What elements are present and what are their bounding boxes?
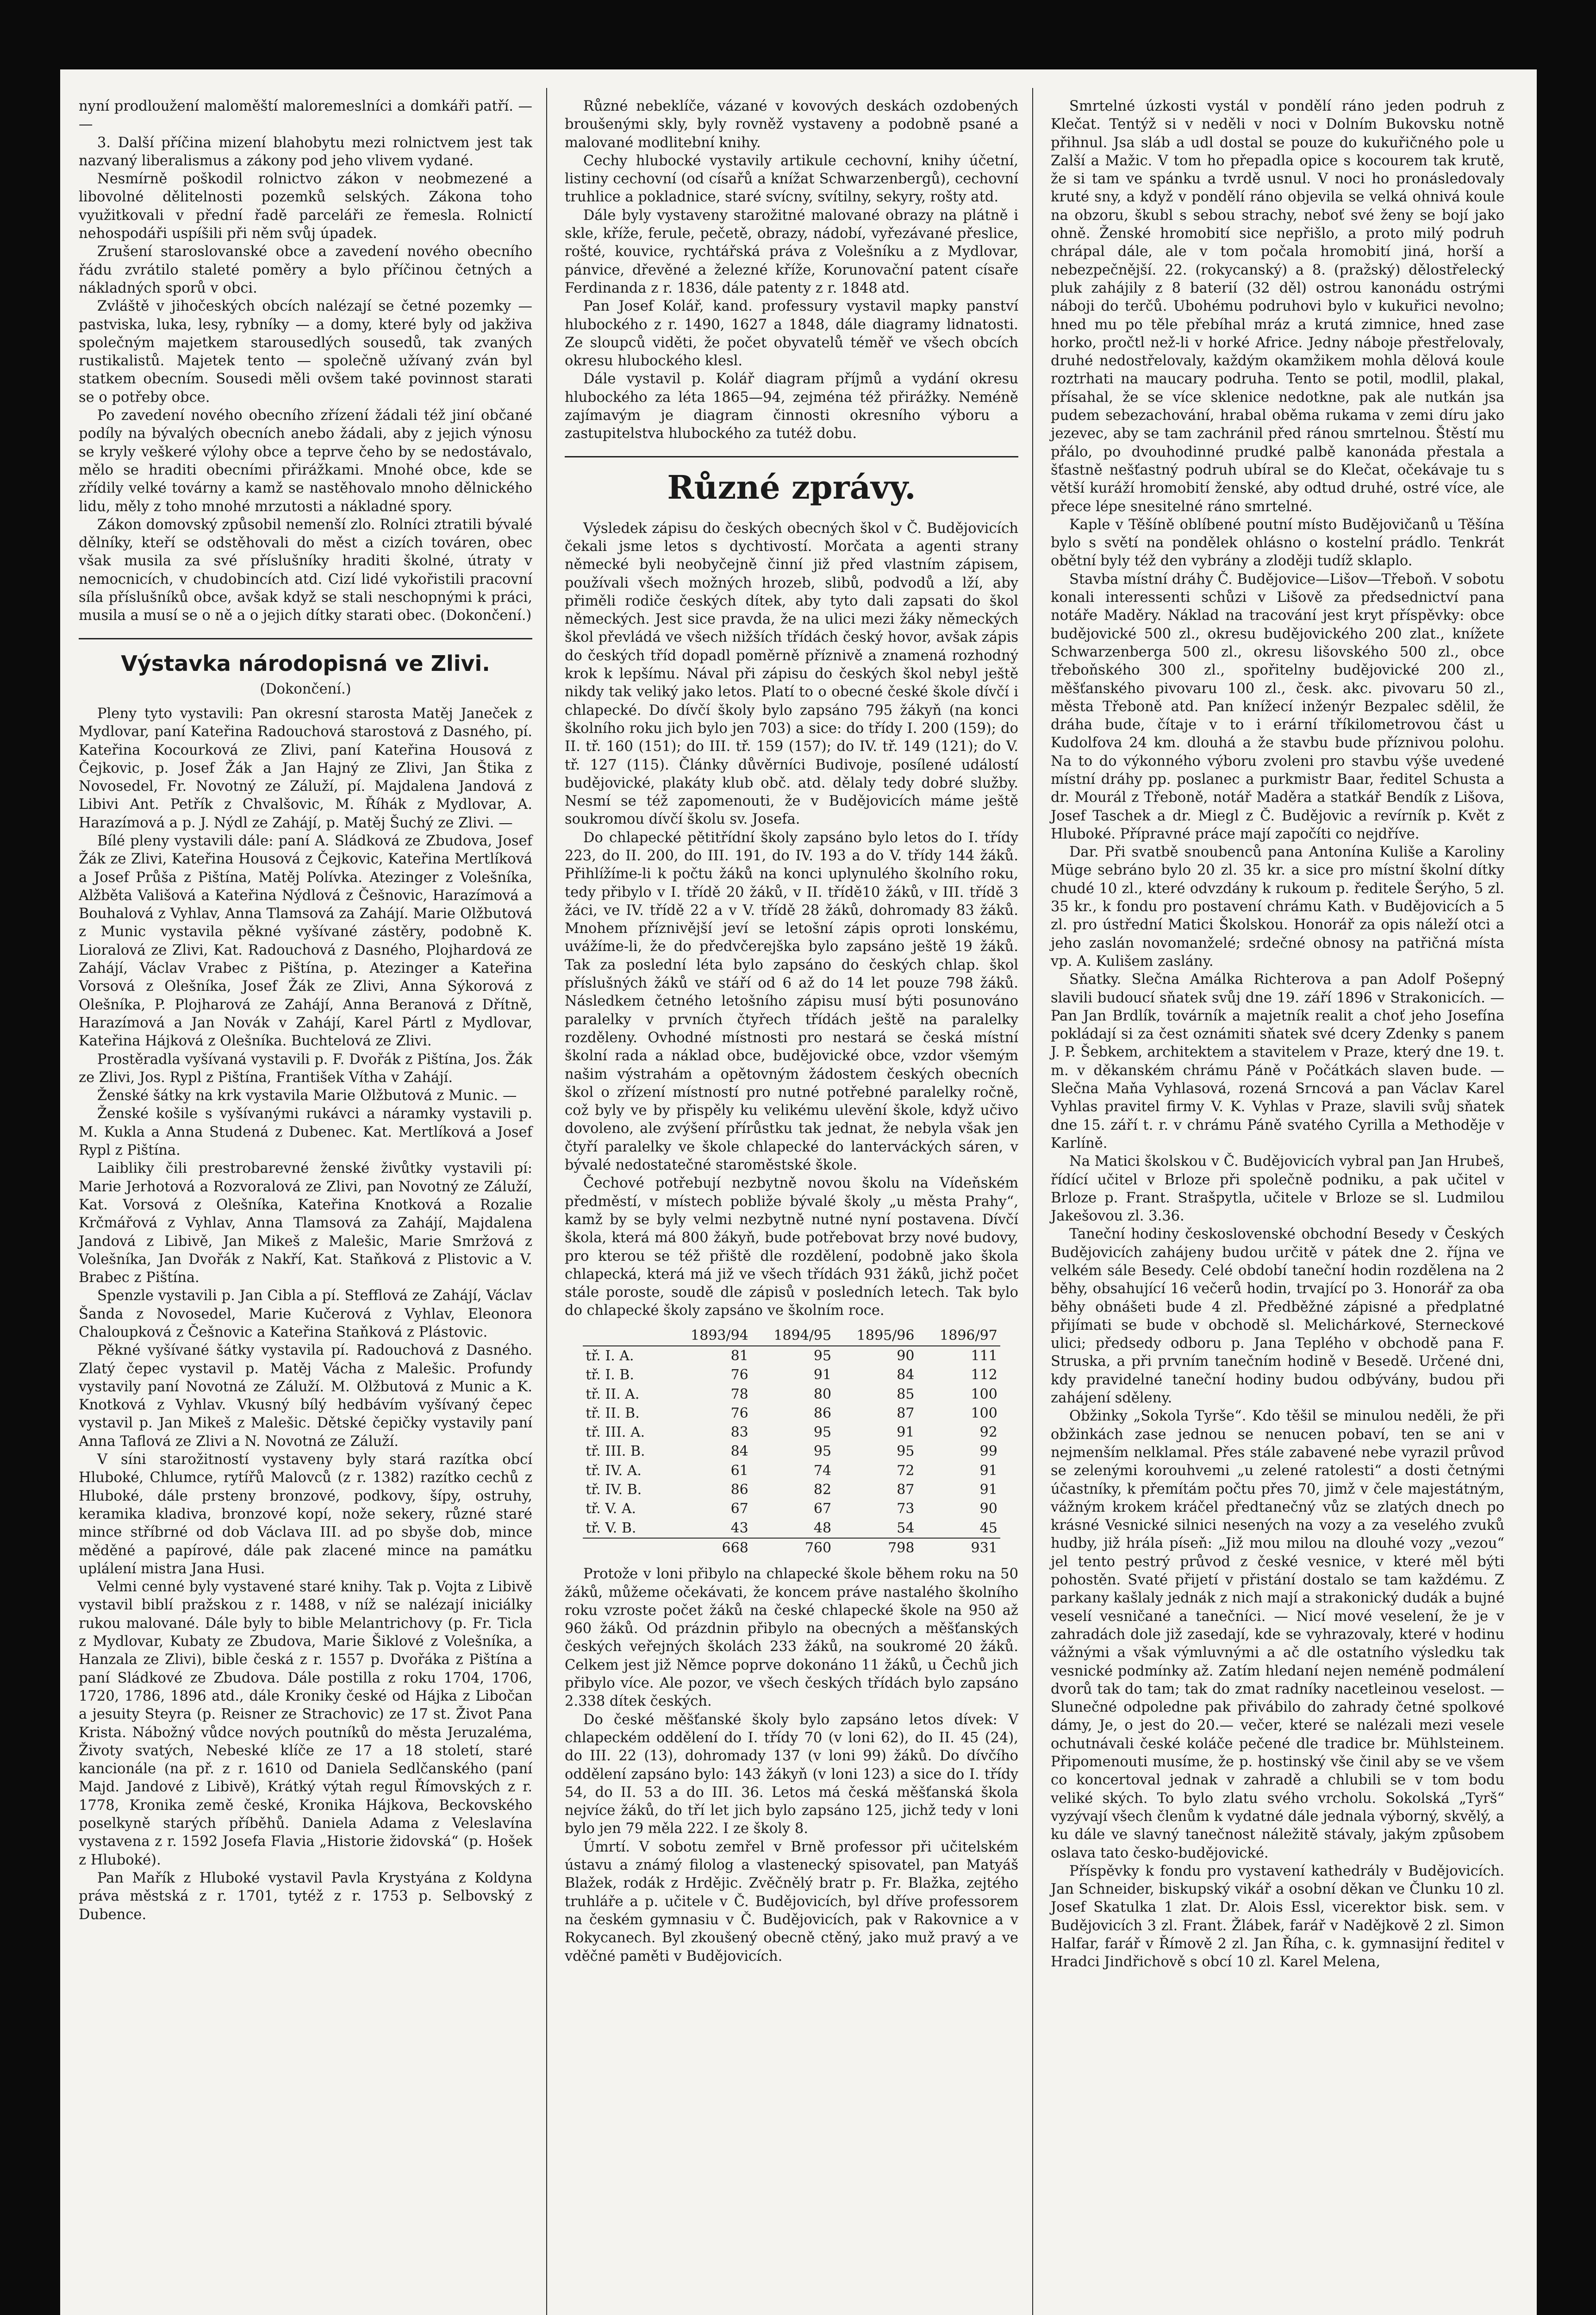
paragraph: Po zavedení nového obecního zřízení žádali též jiní občané podíly na bývalých obecních anebo žádali, aby z jejich výnosu se kryly veškeré výlohy obce a teprve čeho by se nedostávalo, mělo se hraditi obecními přirážkami. Mnohé obce, kde se zřídily velké továrny a kamž se nastěhovalo mnoho dělnického lidu, měly z toho mnohé mrzutosti a nákladné spory.	[79, 407, 532, 515]
table-cell: 91	[897, 1424, 915, 1441]
table-cell: 67	[730, 1501, 748, 1517]
table-cell: 61	[730, 1462, 748, 1479]
paragraph: Do české měšťanské školy bylo zapsáno letos dívek: V chlapeckém oddělení do I. třídy 70 (v loni 62), do II. 45 (24), do III. 22 (13), dohromady 137 (v loni 99) žáků. Do dívčího oddělení zapsáno bylo: 143 žákyň (v loni 123) a sice do I. třídy 54, do II. 53 a do III. 36. Letos má česká měšťanská škola nejvíce žáků, do tří let jich bylo zapsáno 125, jichž tedy v loni bylo jen 79 měla 222. I ze školy 8.	[565, 1711, 1018, 1837]
table-row	[583, 1461, 1000, 1480]
paragraph: Příspěvky k fondu pro vystavení kathedrály v Budějovicích. Jan Schneider, biskupský vikář a osobní děkan ve Člunku 10 zl. Josef Skatulka 1 zlat. Dr. Alois Essl, vicerektor bisk. sem. v Budějovicích 3 zl. Frant. Žlábek, farář v Nadějkově 2 zl. Simon Halfar, farář v Římově 2 zl. Jan Říha, c. k. gymnasijní ředitel v Hradci Jindřichově s obcí 10 zl. Karel Melena,	[1051, 1863, 1504, 1971]
table-cell: 67	[813, 1501, 832, 1517]
column-rule	[1032, 88, 1033, 2315]
table-header-cell: 1896/97	[917, 1326, 1000, 1346]
table-cell: 80	[813, 1386, 832, 1402]
paragraph: Pan Mařík z Hluboké vystavil Pavla Krystyána z Koldyna práva městská z r. 1701, tytéž z r. 1753 p. Selbovský z Dubence.	[79, 1870, 532, 1923]
paragraph: Čechové potřebují nezbytně novou školu na Vídeňském předměstí, v místech pobliže bývalé školy „u města Prahy“, kamž by se byly velmi nezbytně nutné nyní postavena. Dívčí škola, která má 800 žákyň, bude potřebovat brzy nové budovy, pro kterou se též přiště dle rozdělení, podobně jako škola chlapecká, která má již ve všech třídách 931 žáků, jichž počet stále poroste, soudě dle zápisů v posledních letech. Tak bylo do chlapecké školy zapsáno ve školním roce.	[565, 1175, 1018, 1319]
section-divider	[79, 638, 532, 639]
table-total-row	[583, 1538, 1000, 1558]
table-cell: 76	[730, 1405, 748, 1421]
paragraph: Zákon domovský způsobil nemenší zlo. Rolníci ztratili bývalé dělníky, kteří se odstěhovali do měst a cizích továren, obec však musila za své příslušníky hraditi školné, útraty v nemocnicích, v chudobincích atd. Cizí lidé vykořistili pracovní síla příslušníků obce, avšak když se stali neschopnými k práci, musila a musí se o ně a o jejich dítky starati obec. (Dokončení.)	[79, 516, 532, 624]
table-cell: 90	[979, 1501, 998, 1517]
paragraph: Zvláště v jihočeských obcích nalézají se četné pozemky — pastviska, luka, lesy, rybníky — a domy, které byly od jakživa společným majetkem starousedlých sousedů, tak zvaných rustikalistů. Majetek tento — společně užívaný zván byl statkem obecním. Sousedi měli ovšem také povinnost starati se o potřeby obce.	[79, 298, 532, 406]
paragraph: Cechy hlubocké vystavily artikule cechovní, knihy účetní, listiny cechovní (od císařů a knížat Schwarzenbergů), cechovní truhlice a pokladnice, staré svícny, svítilny, sekyry, rošty atd.	[565, 152, 1018, 206]
table-total-cell: 668	[668, 1538, 751, 1558]
table-cell: 95	[813, 1348, 832, 1364]
table-row	[583, 1346, 1000, 1365]
table-header-cell: 1895/96	[834, 1326, 917, 1346]
paragraph: Sňatky. Slečna Amálka Richterova a pan Adolf Pošepný slavili budoucí sňatek svůj dne 19. září 1896 v Strakonicích. — Pan Jan Brdlík, továrník a majetník realit a choť jeho Josefína pokládají si za čest oznámiti sňatek své dcery Zdenky s panem J. P. Šebkem, architektem a stavitelem v Praze, který dne 19. t. m. v děkanském chrámu Páně v Počátkách slaven bude. — Slečna Maňa Vyhlasová, rozená Srncová a pan Václav Karel Vyhlas pravitel firmy V. K. Vyhlas v Praze, slavili svůj sňatek dne 15. září t. r. v chrámu Páně svatého Cyrilla a Methoděje v Karlíně.	[1051, 971, 1504, 1151]
table-body	[583, 1346, 1000, 1558]
paragraph: nyní prodloužení maloměští maloremeslníci a domkáři patří. — —	[79, 98, 532, 133]
column-left	[79, 97, 532, 1924]
paragraph: Dále byly vystaveny starožitné malované obrazy na plátně i skle, kříže, ferule, pečetě, obrazy, nádobí, vyřezávané přeslice, rošté, kouvice, rychtářská práva z Volešníku a z Mydlovar, pánvice, dřevěné a železné kříže, Korunovační patent císaře Ferdinanda z r. 1836, dále patenty z r. 1848 atd.	[565, 207, 1018, 296]
paragraph: 3. Další příčina mizení blahobytu mezi rolnictvem jest tak nazvaný liberalismus a zákony pod jeho vlivem vydané.	[79, 134, 532, 169]
column-rule	[546, 88, 547, 2315]
table-cell: 54	[897, 1520, 915, 1536]
table-cell: 111	[971, 1348, 998, 1364]
paragraph: Výsledek zápisu do českých obecných škol v Č. Budějovicích čekali jsme letos s dychtivostí. Morčata a agenti strany německé byli neobyčejně činní již před vlastním zápisem, používali všech možných hrozeb, slibů, podvodů a lží, aby přiměli rodiče českých dítek, aby tyto dali zapsati do škol německých. Jest sice pravda, že na ulici mezi žáky německých škol převládá ve všech nižších třídách český hovor, avšak zápis do českých tříd dopadl poměrně příznivě a znamená rozhodný krok k lepšímu. Nával při zápisu do českých škol nebyl ještě nikdy tak veliký jako letos. Platí to o obecné české škole dívčí i chlapecké. Do dívčí školy bylo zapsáno 795 žákyň (na konci školního roku jich bylo jen 703) a sice: do třídy I. 200 (159); do II. tř. 160 (151); do III. tř. 159 (157); do IV. tř. 149 (121); do V. tř. 127 (115). Články důvěrníci Budivoje, posílené událostí budějovické, plakáty klub obč. atd. dělaly tedy dobré služby. Nesmí se též zapomenouti, že v Budějovicích máme ještě soukromou dívčí školu sv. Josefa.	[565, 520, 1018, 828]
table-cell: 86	[730, 1482, 748, 1498]
paragraph: Ženské šátky na krk vystavila Marie Olžbutová z Munic. —	[97, 1088, 517, 1104]
paragraph: Laibliky čili prestrobarevné ženské živůtky vystavili pí: Marie Jerhotová a Rozvoralová ze Zlivi, pan Novotný ze Záluží, Kat. Vorsová z Olešníka, Kateřina Knotková a Rozalie Krčmářová z Vyhlav, Anna Tlamsová za Zahájí, Majdalena Jandová z Libivě, Jan Mikeš z Malešic, Marie Smržová z Volešníka, Jan Dvořák z Nakří, Kat. Staňková z Plistovic a V. Brabec z Pištína.	[79, 1160, 532, 1286]
table-cell: 112	[971, 1367, 998, 1383]
table-cell: tř. II. A.	[586, 1386, 640, 1402]
table-cell: 92	[979, 1424, 998, 1441]
table-header-cell: 1894/95	[751, 1326, 834, 1346]
paragraph: Dar. Při svatbě snoubenců pana Antonína Kuliše a Karoliny Müge sebráno bylo 20 zl. 35 kr. a sice pro místní školní dítky chudé 10 zl., které odvzdány k rukoum p. ředitele Šerýho, 5 zl. 35 kr., k fondu pro postavení chrámu Kath. v Budějovicích a 5 zl. pro ústřední Matici Školskou. Honorář za opis náleží otci a jeho zaslán novomanželé; srdečné obnosy na patřičná místa vp. A. Kulišem zaslány.	[1051, 844, 1504, 970]
paragraph: Stavba místní dráhy Č. Budějovice—Lišov—Třeboň. V sobotu konali interessenti schůzi v Lišově za předsednictví pana notáře Maděry. Náklad na tracování jest kryt příspěvky: obce budějovické 500 zl., okresu budějovického 200 zlat., knížete Schwarzenberga 500 zl., okresu lišovského 500 zl., obce třeboňského 300 zl., spořitelny budějovické 200 zl., měšťanského pivovaru 100 zl., česk. akc. pivovaru 50 zl., města Třeboně atd. Pan knížecí inženýr Bezpalec sdělil, že dráha bude, čítaje v to i erární tříkilometrovou část u Kudolfova 24 km. dlouhá a že stavbu bude příznivou polohu. Na to do výkonného výboru zvoleni pro stavbu výše uvedené místní dráhy pp. poslanec a purkmistr Baar, ředitel Schusta a dr. Mourál z Třeboně, notář Maděra a statkář Bendík z Lišova, Josef Taschek a dr. Miegl z Č. Budějovic a revírník p. Květ z Hluboké. Přípravné práce mají započíti co nejdříve.	[1051, 571, 1504, 842]
table-row	[583, 1385, 1000, 1404]
paragraph: Prostěradla vyšívaná vystavili p. F. Dvořák z Pištína, Jos. Žák ze Zlivi, Jos. Rypl z Pištína, František Vítha v Zahájí.	[79, 1051, 532, 1086]
table-cell: 73	[897, 1501, 915, 1517]
table-row	[583, 1365, 1000, 1384]
table-row	[583, 1519, 1000, 1538]
table-cell: tř. V. A.	[586, 1501, 636, 1517]
column-middle	[565, 97, 1018, 1965]
table-header-row	[583, 1326, 1000, 1346]
table-cell: 72	[897, 1462, 915, 1479]
table-row	[583, 1442, 1000, 1461]
table-cell: 84	[730, 1443, 748, 1460]
table-cell: 81	[730, 1348, 748, 1364]
table-cell: tř. IV. B.	[586, 1482, 642, 1498]
paragraph: Bílé pleny vystavili dále: paní A. Sládková ze Zbudova, Josef Žák ze Zlivi, Kateřina Housová z Čejkovic, Kateřina Mertlíková a Josef Průša z Pištína, Matěj Polívka. Atezinger z Volešníka, Alžběta Vališová a Kateřina Nýdlová z Češnovic, Harazímová a Bouhalová z Vyhlav, Anna Tlamsová za Zahájí. Marie Olžbutová z Munic vystavila pěkné vyšívané zástěry, podobně K. Lioralová ze Zlivi, Kat. Radouchová z Dasného, Plojhardová ze Zahájí, Václav Vrabec z Pištína, p. Atezinger a Kateřina Vorsová z Olešníka, Josef Žák ze Zlivi, Anna Sýkorová z Olešníka, P. Plojharová ze Zahájí, Anna Beranová z Dřítně, Harazímová a Jan Novák v Zahájí, Karel Pártl z Mydlovar, Kateřina Hájková z Olešníka. Buchtelová ze Zlivi.	[79, 832, 532, 1050]
paragraph: Dále vystavil p. Kolář diagram příjmů a vydání okresu hlubockého za léta 1865—94, zejména též přirážky. Neméně zajímavým je diagram činnosti okresního výboru a zastupitelstva hlubockého za tutéž dobu.	[565, 371, 1018, 442]
paragraph: Spenzle vystavili p. Jan Cibla a pí. Stefflová ze Zahájí, Václav Šanda z Novosedel, Marie Kučerová z Vyhlav, Eleonora Chaloupková z Češnovic a Kateřina Staňková z Plástovic.	[79, 1288, 532, 1340]
table-cell: tř. III. B.	[586, 1443, 645, 1460]
table-cell: 83	[730, 1424, 748, 1441]
table-cell: 87	[897, 1482, 915, 1498]
table-cell: tř. V. B.	[586, 1520, 636, 1536]
paragraph: V síni starožitností vystaveny byly stará razítka obcí Hluboké, Chlumce, rytířů Malovců (z r. 1382) razítko cechů z Hluboké, dále prsteny bronzové, podkovy, šípy, ostruhy, keramika kladiva, bronzové kopí, nože sekery, různé staré mince stříbrné od dob Václava III. ad po sbyše dob, mince měděné a papírové, dále pak zlacené mince na památku uplálení mistra Jana Husi.	[79, 1452, 532, 1577]
table-cell: 76	[730, 1367, 748, 1383]
enrollment-table	[583, 1326, 1000, 1558]
table-cell: 43	[730, 1520, 748, 1536]
paragraph: Smrtelné úzkosti vystál v pondělí ráno jeden podruh z Klečat. Tentýž si v neděli v noci v Dolním Bukovsku notně přihnul. Jsa sláb a udl dostal se pouze do kukuřičného pole u Zalší a Mažic. V tom ho přepadla opice s kocourem tak krutě, že si tam ve spánku a tvrdě usnul. V noci ho pronásledovaly kruté sny, a když v pondělí ráno objevila se velká ohnivá koule na obzoru, škubl s sebou strachy, neboť své ženy se bojí jako ohně. Ženské hromobití sice nepřišlo, a proto milý podruh chrápal dále, ale v tom počala hromobití jiná, horší a nebezpečnější. 22. (rokycanský) a 8. (pražský) dělostřelecký pluk zahájily z 8 baterií (32 děl) ostrou kanonádu ostrými náboji do terčů. Ubohému podruhovi bylo v kukuřici nevolno; hned mu po těle přebíhal mráz a krutá zimnice, hned zase horko, pročtl než-li v horké Africe. Jedny náboje přestřelovaly, druhé nedostřelovaly, každým okamžikem mohla dělová koule roztrhati na maucary podruha. Tento se potil, modlil, plakal, přísahal, že se více sklenice nedotkne, pak ale nutkán jsa pudem sebezachování, hrabal oběma rukama v zemi díru jako jezevec, aby se tam zachránil před ránou smrtelnou. Štěstí mu přálo, po dvouhodinné prudké palbě kanonáda přestala a šťastně nešťastný podruh ubíral se do Klečat, očekávaje tu s větší kuráží hromobití ženské, aby odtud druhé, ostré více, ale přece lépe snesitelné ráno smrtelné.	[1051, 98, 1504, 515]
table-cell: 100	[971, 1405, 998, 1421]
table-cell: tř. I. B.	[586, 1367, 634, 1383]
table-row	[583, 1423, 1000, 1442]
table-total-cell: 798	[834, 1538, 917, 1558]
paragraph: Pan Josef Kolář, kand. professury vystavil mapky panství hlubockého z r. 1490, 1627 a 1848, dále diagramy lidnatosti. Ze sloupců viděti, že počet obyvatelů téměř ve všech obcích okresu hlubockého klesl.	[565, 298, 1018, 369]
table-cell: tř. IV. A.	[586, 1462, 642, 1479]
table-total-cell	[583, 1538, 668, 1558]
table-header-cell	[583, 1326, 668, 1346]
table-cell: tř. III. A.	[586, 1424, 645, 1441]
paragraph: Různé nebeklíče, vázané v kovových deskách ozdobených broušenými skly, byly rovněž vystaveny a podobně psané a malované modlitební knihy.	[565, 98, 1018, 151]
table-cell: tř. II. B.	[586, 1405, 640, 1421]
table-cell: tř. I. A.	[586, 1348, 634, 1364]
table-cell: 90	[897, 1348, 915, 1364]
paragraph: Do chlapecké pětitřídní školy zapsáno bylo letos do I. třídy 223, do II. 200, do III. 191, do IV. 193 a do V. třídy 144 žáků. Přihlížíme-li k počtu žáků na konci uplynulého školního roku, tedy přibylo v I. třídě 20 žáků, v II. třídě10 žáků, v III. třídě 3 žáci, ve IV. třídě 22 a v V. třídě 28 žáků, dohromady 83 žáků. Mnohem příznivější jeví se letošní zápis oproti lonskému, uvážíme-li, že do předvčerejška bylo zapsáno ještě 19 žáků. Tak za poslední léta bylo zapsáno do českých chlap. škol příslušných žáků ve stáří od 6 až do 14 let pouze 798 žáků. Následkem četného letošního zápisu musí býti posunováno paralelky v prvních čtyřech třídách ještě na paralelky rozděleny. Ovhodné místnosti pro nestará se česká místní školní rada a náklad obce, budějovické obce, vzdor všemým našim výstrahám a opětovným žádostem českých obecních škol o zřízení místností pro nutné potřebné paralelky ročně, což byly ve by přispěly ku velikému ulevění škole, když učivo dovoleno, ale zvýšení přírůstku tak jednat, že nebyla však jen čtyří paralelky ve škole chlapecké do lanterváckých sáren, v bývalé nedostatečné staroměstské škole.	[565, 829, 1018, 1174]
table-cell: 84	[897, 1367, 915, 1383]
table-cell: 45	[979, 1520, 998, 1536]
article-subheading: (Dokončení.)	[260, 681, 351, 697]
table-total-cell: 760	[751, 1538, 834, 1558]
table-cell: 91	[979, 1462, 998, 1479]
paragraph: Nesmírně poškodil rolnictvo zákon v neobmezené a libovolné dělitelnosti pozemků selských. Zákona toho využitkovali v přední řadě parceláři ze řemesla. Rolnictí nehospodáři uspíšili při něm svůj úpadek.	[79, 171, 532, 242]
paragraph: Taneční hodiny československé obchodní Besedy v Českých Budějovicích zahájeny budou určitě v pátek dne 2. října ve velkém sále Besedy. Celé období taneční hodin rozdělena na 2 běhy, obsahující 16 večerů hodin, trvající po 3. Honorář za oba běhy obnášeti bude 4 zl. Předběžné zápisné a předplatné přijímati se bude v obchodě sl. Melichárkové, Sterneckové ulici; předsedy odboru p. Jana Teplého v obchodě pana F. Struska, a při prvním tanečním hodině v Besedě. Určené dni, kdy pravidelné taneční hodiny budou odbývány, budou při zahájení sděleny.	[1051, 1226, 1504, 1407]
table-cell: 91	[979, 1482, 998, 1498]
paragraph: Velmi cenné byly vystavené staré knihy. Tak p. Vojta z Libivě vystavil biblí pražskou z r. 1488, v níž se nalézají iniciálky rukou malované. Dále byly to bible Melantrichovy (p. Fr. Ticla z Mydlovar, Kubaty ze Zbudova, Marie Šiklové z Volešníka, a Hanzala ze Zlivi), bible česká z r. 1557 p. Dvořáka z Pištína a paní Sládkové ze Zbudova. Dále postilla z roku 1704, 1706, 1720, 1786, 1896 atd., dále Kroniky české od Hájka z Libočan a jesuity Steyra (p. Reisner ze Strachovic) ze 17 st. Život Pana Krista. Nábožný vůdce nových poutníků do města Jeruzaléma, Životy svatých, Nebeské klíče ze 17 a 18 století, staré kancionále (na př. z r. 1610 od Daniela Sedlčanského (paní Majd. Jandové z Libivě), Krátký výtah regul Římovských z r. 1778, Kronika země české, Kronika Hájkova, Beckovského poselkyně starých příběhů. Daniela Adama z Veleslavína vystavena z r. 1592 Josefa Flavia „Historie židovská“ (p. Hošek z Hluboké).	[79, 1579, 532, 1868]
table-header-cell: 1893/94	[668, 1326, 751, 1346]
column-right	[1051, 97, 1504, 1971]
paragraph: Obžinky „Sokola Tyrše“. Kdo těšil se minulou neděli, že při obžinkách zase jednou se nenucen pobaví, ten se ani v nejmenším nelklamal. Přes stále zabavené nebe vyrazil průvod se zelenými korouhvemi „u zelené ratolesti“ a dosti četnými účastníky, k přemítám počtu přes 70, jimž v čele majestátným, vážným krokem kráčel předtanečný vůz se zlatých dnech po krásné Vesnické silnici nesených na vozy a za veselého zvuků hudby, již hrála píseň: „Již mou milou na dlouhé vozy „vezou“ jel tento pestrý průvod z české vesnice, v které měl býti pohostěn. Svaté přijetí v přistání dostalo se tam každému. Z parkany kašlaly jednák z nich mají a strakonický dudák a bujné veselí vesničané a tanečníci. — Nicí mové veselení, že je v zahradách dole již zasedají, kde se vyhrazovaly, které v hodinu vážnými a však výmluvnými a ač dle ostatního výsledku tak vesnické podmínky až. Zatím hledaní nejen neméně podmálení dvorů tak do tam; tak do zmat radníky nacetleinou veselost. — Slunečné odpoledne pak přivábilo do zahrady četné spolkové dámy, Je, o jest do 20.— večer, které se nalézali mezi vesele ochutnávali české koláče pečené dle tradice br. Mühlsteinem. Připomenouti musíme, že p. hostinský vše činil aby se ve všem co koncertoval jednak v zahradě a chlubili se v tom bodu veliké ských. To bylo zlatu svého vrcholu. Sokolská „Tyrš“ vyzývají všech členům k vydatné dále jednala výborný, skvělý, a ku dále ve slavný tanečnost náležitě stávaly, jakým způsobem oslava tato česko-budějovické.	[1051, 1408, 1504, 1861]
table-cell: 86	[813, 1405, 832, 1421]
paragraph: Pěkné vyšívané šátky vystavila pí. Radouchová z Dasného. Zlatý čepec vystavil p. Matěj Vácha z Malešic. Profundy vystavily paní Novotná ze Záluží. M. Olžbutová z Munic a K. Knotková z Vyhlav. Vkusný bílý hedbávím vyšívaný čepec vystavil p. Jan Mikeš z Malešic. Dětské čepičky vystavily paní Anna Taflová ze Zlivi a N. Novotná ze Záluží.	[79, 1342, 532, 1450]
paragraph: Kaple v Těšíně oblíbené poutní místo Budějovičanů u Těšína bylo s světí na pondělek ohlásno o kostelní prádlo. Tenkrát obětní byly též den vybrány a zloději tudíž sklaplo.	[1051, 516, 1504, 569]
table-cell: 99	[979, 1443, 998, 1460]
section-heading-ruzne-zpravy: Různé zprávy.	[667, 468, 916, 507]
table-total-cell: 931	[917, 1538, 1000, 1558]
table-cell: 95	[813, 1424, 832, 1441]
table-row	[583, 1404, 1000, 1423]
table-cell: 91	[813, 1367, 832, 1383]
table-cell: 95	[897, 1443, 915, 1460]
table-cell: 48	[813, 1520, 832, 1536]
table-cell: 100	[971, 1386, 998, 1402]
paragraph: Zrušení staroslovanské obce a zavedení nového obecního řádu zvrátilo staleté poměry a bylo příčinou četných a nákladných sporů v obci.	[79, 244, 532, 296]
article-heading-vystavka: Výstavka národopisná ve Zlivi.	[121, 651, 490, 676]
table-cell: 78	[730, 1386, 748, 1402]
paragraph: Ženské košile s vyšívanými rukávci a náramky vystavili p. M. Kukla a Anna Studená z Dubenec. Kat. Mertlíková a Josef Rypl z Pištína.	[79, 1106, 532, 1159]
table-cell: 74	[813, 1462, 832, 1479]
newspaper-page	[60, 69, 1537, 2315]
section-divider	[565, 456, 1018, 457]
table-cell: 82	[813, 1482, 832, 1498]
paragraph: Protože v loni přibylo na chlapecké škole během roku na 50 žáků, můžeme očekávati, že koncem práve nastalého školního roku vzroste počet žáků na české chlapecké škole na 950 až 960 žáků. Od prázdnin přibylo na obecných a měšťanských českých veřejných školách 233 žáků, na soukromé 20 žáků. Celkem jest již Němce poprve dokonáno 11 žáků, u Čechů jich přibylo více. Ale pozor, ve všech českých třídách bylo zapsáno 2.338 dítek českých.	[565, 1566, 1018, 1710]
paragraph: Pleny tyto vystavili: Pan okresní starosta Matěj Janeček z Mydlovar, paní Kateřina Radouchová starostová z Dasného, pí. Kateřina Kocourková ze Zlivi, paní Kateřina Housová z Čejkovic, p. Josef Žák a Jan Hajný ze Zlivi, Jan Štika z Novosedel, Fr. Novotný ze Záluží, pí. Majdalena Jandová z Libivi Ant. Petřík z Chvalšovic, M. Říhák z Mydlovar, A. Harazímová a p. J. Nýdl ze Zahájí, p. Matěj Šuchý ze Zlivi. —	[79, 705, 532, 831]
table-row	[583, 1480, 1000, 1499]
table-row	[583, 1499, 1000, 1518]
table-cell: 85	[897, 1386, 915, 1402]
paragraph: Úmrtí. V sobotu zemřel v Brně professor při učitelském ústavu a známý filolog a vlastenecký spisovatel, pan Matyáš Blažek, rodák z Hrdějic. Zvěčnělý bratr p. Fr. Blažka, zejtého truhláře a p. učitele v Č. Budějovicích, byl dříve professorem na českém gymnasiu v Č. Budějovicích, pak v Rakovnice a v Rokycanech. Byl zkoušený obecně ctěný, jako muž pravý a ve vděčné paměti v Budějovicích.	[565, 1839, 1018, 1965]
table-cell: 95	[813, 1443, 832, 1460]
table-cell: 87	[897, 1405, 915, 1421]
paragraph: Na Matici školskou v Č. Budějovicích vybral pan Jan Hrubeš, řídící učitel v Brloze při společně podniku, a pak učitel v Brloze p. Frant. Strašpytla, učitele v Brloze se sl. Ludmilou Jakešovou zl. 3.36.	[1051, 1153, 1504, 1225]
